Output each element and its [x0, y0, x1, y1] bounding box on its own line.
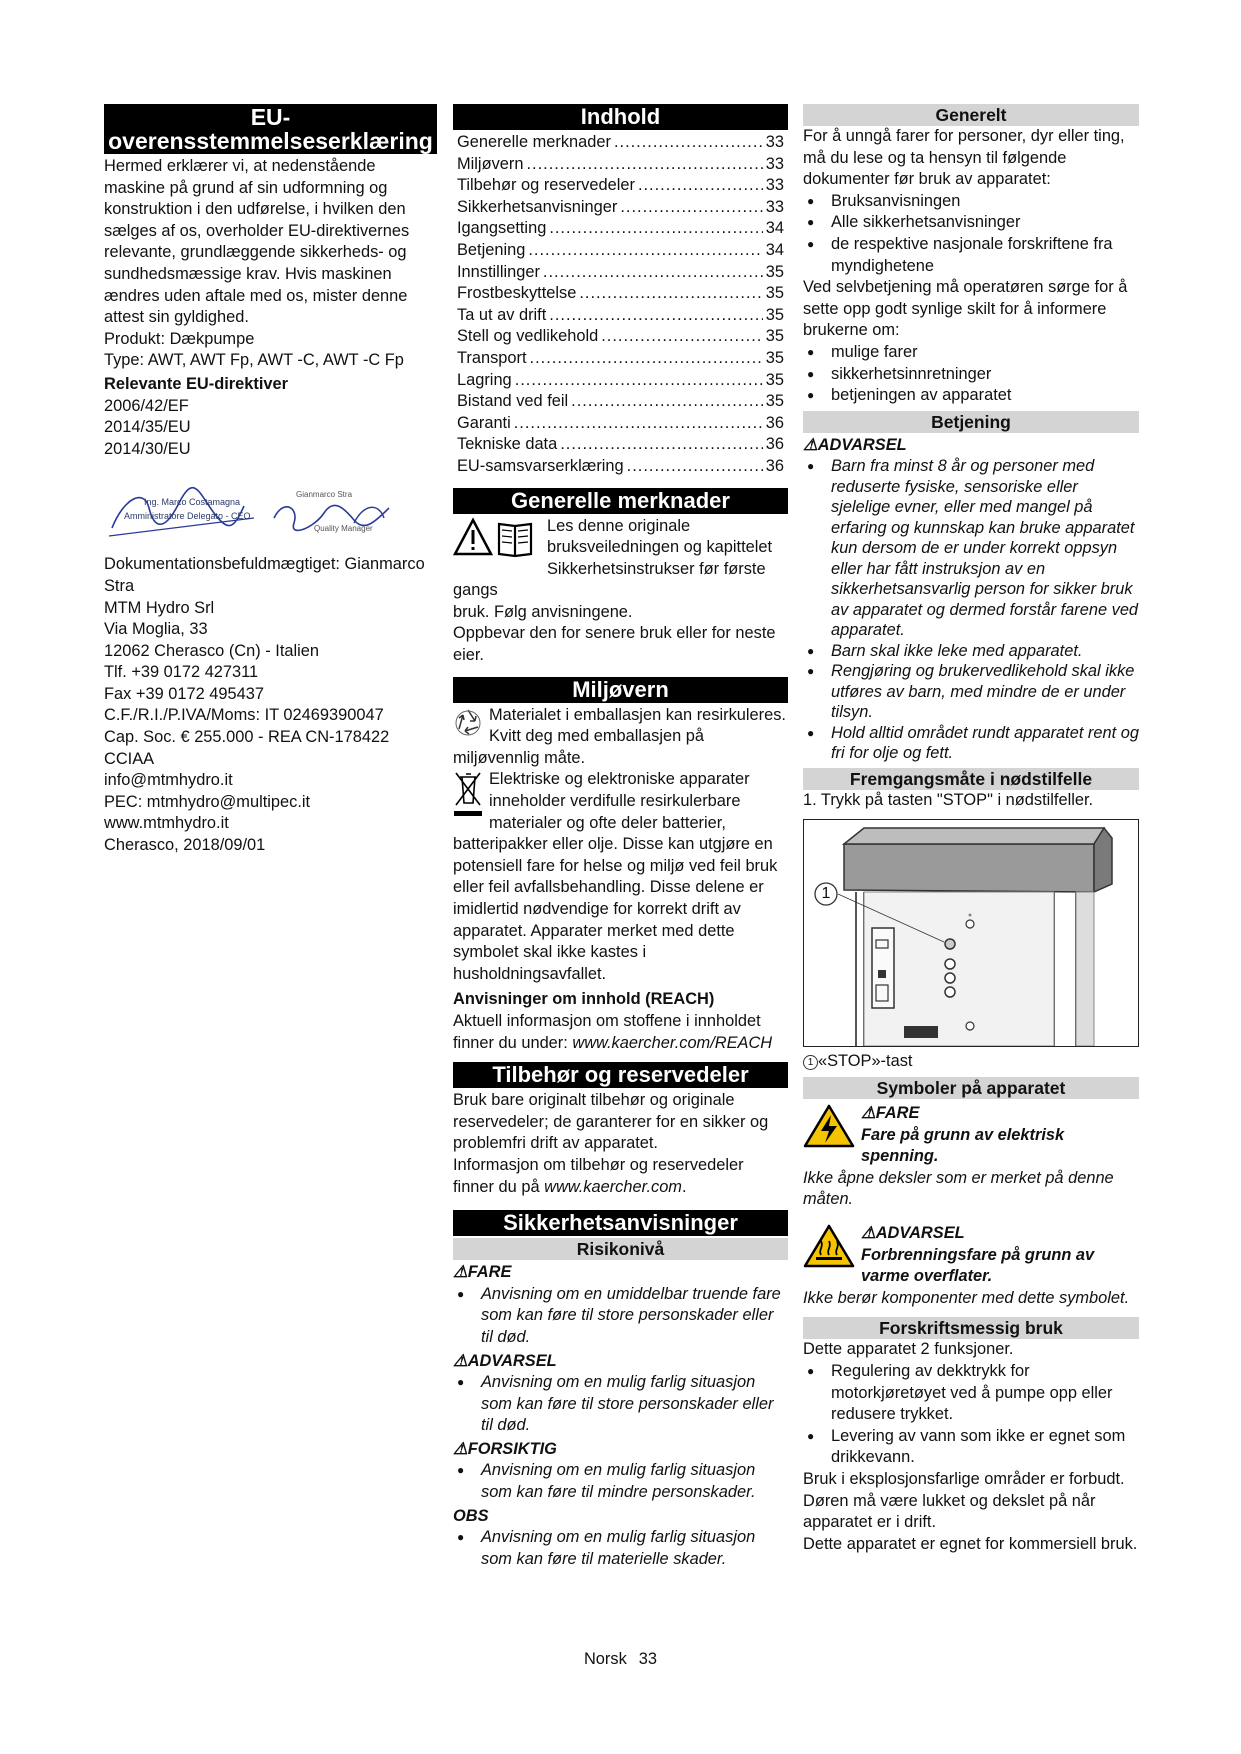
- toc-entry-page: 36: [765, 413, 784, 432]
- figure-caption: [803, 1051, 1139, 1073]
- warning-manual-icon: [453, 516, 541, 567]
- toc-entry[interactable]: [457, 262, 784, 284]
- operation-warning: ⚠ADVARSEL: [803, 435, 907, 454]
- toc-entry-page: 33: [765, 154, 784, 173]
- general-notes-title: Generelle merknader: [453, 488, 788, 514]
- toc-entry-page: 36: [765, 435, 784, 454]
- toc-entry-page: 35: [765, 327, 784, 346]
- electric-hazard-label: ⚠FARE: [861, 1104, 920, 1122]
- toc-entry[interactable]: [457, 413, 784, 435]
- risk-level-name: ⚠ADVARSEL: [453, 1351, 557, 1370]
- accessories-text: Bruk bare originalt tilbehør og originale reservedeler; de garanterer for en sikker og problemfri drift av apparatet.: [453, 1091, 769, 1153]
- toc-entry-label: Igangsetting: [457, 219, 547, 238]
- electric-hazard-icon: [803, 1103, 855, 1156]
- intended-use-text: Dette apparatet 2 funksjoner.: [803, 1340, 1014, 1359]
- operation-title: Betjening: [803, 411, 1139, 433]
- intended-use-paragraph: Døren må være lukket og dekslet på når apparatet er i drift.: [803, 1491, 1096, 1532]
- toc-entry[interactable]: [457, 218, 784, 240]
- list-item: ● de respektive nasjonale forskriftene fra myndighetene: [803, 234, 1139, 277]
- footer-page-number: 33: [638, 1650, 658, 1668]
- figure-caption-text: «STOP»-tast: [818, 1052, 913, 1071]
- toc-entry-page: 34: [765, 240, 784, 259]
- risk-level-list: [453, 1527, 788, 1570]
- toc-entry-page: 35: [765, 348, 784, 367]
- crossed-bin-icon: [453, 769, 483, 826]
- toc-entry-page: 33: [765, 197, 784, 216]
- toc-entry[interactable]: [457, 326, 784, 348]
- toc-entry[interactable]: [457, 154, 784, 176]
- stop-button-figure: [803, 819, 1139, 1047]
- toc-entry-label: Ta ut av drift: [457, 305, 547, 324]
- reach-heading: Anvisninger om innhold (REACH): [453, 990, 715, 1009]
- type-line: Type: AWT, AWT Fp, AWT -C, AWT -C Fp: [104, 351, 404, 370]
- reach-link[interactable]: www.kaercher.com/REACH: [572, 1033, 773, 1052]
- electric-hazard-text: Ikke åpne deksler som er merket på denne måten.: [803, 1168, 1114, 1209]
- toc-entry-page: 36: [765, 456, 784, 475]
- toc-entry-label: Bistand ved feil: [457, 392, 569, 411]
- list-item: ● Rengjøring og brukervedlikehold skal ikke utføres av barn, med mindre de er under tilsyn.: [803, 661, 1139, 723]
- electric-hazard-title: Fare på grunn av elektrisk spenning.: [861, 1125, 1065, 1166]
- contents-column: [453, 104, 788, 1570]
- toc-entry-page: 35: [765, 392, 784, 411]
- list-item: ● Barn fra minst 8 år og personer med reduserte fysiske, sensoriske eller sjelelige evner, eller med mangel på erfaring og kunnskap kan bruke apparatet kun dersom de er under korrekt oppsyn eller har fått instruksjon av en sikkerhetsansvarlig person for sikker bruk av apparatet og dermed forstår farene ved apparatet.: [803, 456, 1139, 641]
- toc-entry-page: 35: [765, 305, 784, 324]
- recycling-notice: [453, 705, 788, 770]
- symbols-title: Symboler på apparatet: [803, 1077, 1139, 1099]
- risk-level-name: OBS: [453, 1506, 489, 1525]
- general-notes-rest: bruk. Følg anvisningene.: [453, 602, 633, 621]
- table-of-contents: [453, 132, 788, 478]
- signer-right-role: Quality Manager: [314, 524, 373, 534]
- intended-use-paragraph: Bruk i eksplosjonsfarlige områder er forbudt.: [803, 1469, 1125, 1488]
- risk-level-name: ⚠FORSIKTIG: [453, 1439, 557, 1458]
- list-item: ● Hold alltid området rundt apparatet rent og fri for olje og fett.: [803, 723, 1139, 764]
- toc-entry[interactable]: [457, 175, 784, 197]
- toc-entry[interactable]: [457, 283, 784, 305]
- contact-line: info@mtmhydro.it: [104, 771, 233, 790]
- operation-warning-list: [803, 456, 1139, 764]
- reach-text: Aktuell informasjon om stoffene i innholdet finner du under:: [453, 1011, 761, 1052]
- directives-heading: Relevante EU-direktiver: [104, 374, 289, 393]
- general-notes-keep: Oppbevar den for senere bruk eller for neste eier.: [453, 624, 776, 665]
- contact-line: C.F./R.I./P.IVA/Moms: IT 02469390047: [104, 706, 384, 725]
- toc-entry-label: Stell og vedlikehold: [457, 327, 599, 346]
- toc-entry[interactable]: [457, 197, 784, 219]
- toc-entry-label: Garanti: [457, 413, 511, 432]
- toc-entry-page: 33: [765, 133, 784, 151]
- toc-entry-page: 35: [765, 262, 784, 281]
- contact-line: CCIAA: [104, 749, 155, 768]
- list-item: ● Alle sikkerhetsanvisninger: [803, 212, 1139, 234]
- machine-illustration: [804, 820, 1139, 1046]
- toc-entry[interactable]: [457, 456, 784, 478]
- emergency-title: Fremgangsmåte i nødstilfelle: [803, 768, 1139, 790]
- toc-title: Indhold: [453, 104, 788, 130]
- toc-entry-page: 35: [765, 370, 784, 389]
- risk-level-description: ● Anvisning om en mulig farlig situasjon som kan føre til materielle skader.: [453, 1527, 788, 1570]
- toc-entry[interactable]: [457, 305, 784, 327]
- list-item: ● betjeningen av apparatet: [803, 385, 1139, 407]
- toc-entry[interactable]: [457, 240, 784, 262]
- environment-title: Miljøvern: [453, 677, 788, 703]
- self-service-list: [803, 342, 1139, 407]
- toc-entry-label: Tekniske data: [457, 435, 558, 454]
- contact-line: Cap. Soc. € 255.000 - REA CN-178422: [104, 728, 390, 747]
- general-notes-intro: [453, 516, 788, 602]
- directive-item: 2014/30/EU: [104, 439, 191, 458]
- contact-line: 12062 Cherasco (Cn) - Italien: [104, 641, 320, 660]
- toc-entry-label: Innstillinger: [457, 262, 540, 281]
- risk-level-description: ● Anvisning om en umiddelbar truende fare som kan føre til store personskader eller til død.: [453, 1284, 788, 1349]
- list-item: ● Bruksanvisningen: [803, 191, 1139, 213]
- toc-entry[interactable]: [457, 370, 784, 392]
- risk-level-description: ● Anvisning om en mulig farlig situasjon som kan føre til store personskader eller til død.: [453, 1372, 788, 1437]
- signer-left-name: Ing. Marco Costamagna: [144, 497, 241, 508]
- reach-paragraph: [453, 1011, 788, 1054]
- contact-line: Dokumentationsbefuldmægtiget: Gianmarco Stra: [104, 555, 425, 595]
- toc-entry-page: 33: [765, 176, 784, 195]
- hot-surface-label: ⚠ADVARSEL: [861, 1223, 965, 1242]
- callout-marker-icon: 1: [803, 1055, 818, 1070]
- risk-level-title: Risikonivå: [453, 1238, 788, 1260]
- weee-notice: [453, 769, 788, 985]
- list-item: ● sikkerhetsinnretninger: [803, 364, 1139, 386]
- footer-language: Norsk: [583, 1650, 627, 1668]
- accessories-info-text: Informasjon om tilbehør og reservedeler finner du på: [453, 1155, 744, 1196]
- directive-item: 2006/42/EF: [104, 396, 189, 415]
- accessories-link[interactable]: www.kaercher.com: [544, 1177, 682, 1196]
- toc-entry-label: EU-samsvarserklæring: [457, 456, 624, 475]
- contact-line: PEC: mtmhydro@multipec.it: [104, 792, 311, 811]
- contact-line: Fax +39 0172 495437: [104, 684, 264, 703]
- contact-line: MTM Hydro Srl: [104, 598, 215, 617]
- directive-item: 2014/35/EU: [104, 418, 191, 437]
- page-footer: [0, 1650, 1241, 1669]
- intended-use-list: [803, 1361, 1139, 1469]
- declaration-intro: Hermed erklærer vi, at nedenstående maskine på grund af sin udformning og konstruktion i den udførelse, i hvilken den sælges af os, overholder EU-direktivernes relevante, grundlæggende sikkerheds- og sundhedsmæssige krav. Hvis maskinen ændres uden aftale med os, mister denne attest sin gyldighed.: [104, 157, 410, 327]
- declaration-title: [104, 104, 437, 154]
- electric-hazard-notice: [803, 1103, 1139, 1168]
- weee-text: Elektriske og elektroniske apparater inneholder verdifulle resirkulerbare materialer og ofte deler batterier, batteripakker eller olje. Disse kan utgjøre en potensiell fare for helse og miljø ved feil bruk eller feil avfallsbehandling. Disse delene er imidlertid nødvendige for korrekt drift av apparatet. Apparater merket med dette symbolet skal ikke kastes i husholdningsavfallet.: [453, 770, 778, 983]
- safety-title: Sikkerhetsanvisninger: [453, 1210, 788, 1236]
- toc-entry-page: 35: [765, 284, 784, 303]
- product-line: Produkt: Dækpumpe: [104, 329, 255, 348]
- declaration-title-line2: overensstemmelseserklæring: [108, 128, 433, 154]
- general-text: For å unngå farer for personer, dyr eller ting, må du lese og ta hensyn til følgende dokumenter før bruk av apparatet:: [803, 127, 1125, 189]
- self-service-text: Ved selvbetjening må operatøren sørge for å sette opp godt synlige skilt for å informere brukerne om:: [803, 278, 1128, 340]
- emergency-step: 1. Trykk på tasten "STOP" i nødstilfeller.: [803, 790, 1094, 809]
- toc-entry-label: Frostbeskyttelse: [457, 284, 577, 303]
- accessories-title: Tilbehør og reservedeler: [453, 1062, 788, 1088]
- hot-surface-title: Forbrenningsfare på grunn av varme overflater.: [861, 1245, 1095, 1286]
- declaration-column: [104, 104, 437, 857]
- toc-entry-label: Transport: [457, 348, 527, 367]
- recycling-icon: [453, 705, 483, 746]
- general-notes-text: Les denne originale bruksveiledningen og kapittelet Sikkerhetsinstrukser før første gangs: [453, 516, 773, 600]
- risk-level-list: [453, 1460, 788, 1503]
- recycling-text: Materialet i emballasjen kan resirkuleres. Kvitt deg med emballasjen på miljøvennlig måte.: [453, 705, 786, 767]
- safety-column: [803, 104, 1139, 1555]
- hot-surface-text: Ikke berør komponenter med dette symbolet.: [803, 1288, 1130, 1307]
- contact-line: Cherasco, 2018/09/01: [104, 836, 266, 855]
- list-item: ● Regulering av dekktrykk for motorkjøretøyet ved å pumpe opp eller redusere trykket.: [803, 1361, 1139, 1426]
- general-documents-list: [803, 191, 1139, 277]
- intended-use-title: Forskriftsmessig bruk: [803, 1317, 1139, 1339]
- toc-entry-label: Lagring: [457, 370, 512, 389]
- list-item: ● Barn skal ikke leke med apparatet.: [803, 641, 1139, 662]
- risk-level-name: ⚠FARE: [453, 1263, 512, 1282]
- hot-surface-icon: [803, 1223, 855, 1276]
- toc-entry-label: Betjening: [457, 240, 526, 259]
- risk-level-description: ● Anvisning om en mulig farlig situasjon som kan føre til mindre personskader.: [453, 1460, 788, 1503]
- signer-left-role: Amministratore Delegato - CEO: [124, 511, 251, 522]
- contact-line: Tlf. +39 0172 427311: [104, 663, 259, 682]
- hot-surface-notice: [803, 1223, 1139, 1288]
- contact-line: www.mtmhydro.it: [104, 814, 229, 833]
- toc-entry-label: Tilbehør og reservedeler: [457, 176, 635, 195]
- toc-entry[interactable]: [457, 391, 784, 413]
- contact-line: Via Moglia, 33: [104, 620, 208, 639]
- declaration-title-line1: EU-: [250, 104, 291, 130]
- signature-block: [104, 478, 437, 544]
- accessories-info: Informasjon om tilbehør og reservedeler finner du på www.kaercher.com.: [453, 1155, 744, 1196]
- toc-entry[interactable]: [457, 348, 784, 370]
- intended-use-paragraph: Dette apparatet er egnet for kommersiell bruk.: [803, 1534, 1138, 1553]
- toc-entry-label: Sikkerhetsanvisninger: [457, 197, 618, 216]
- list-item: ● mulige farer: [803, 342, 1139, 364]
- list-item: ● Levering av vann som ikke er egnet som drikkevann.: [803, 1426, 1139, 1469]
- risk-level-list: [453, 1372, 788, 1437]
- figure-callout: 1: [821, 885, 831, 903]
- toc-entry-label: Miljøvern: [457, 154, 524, 173]
- general-title: Generelt: [803, 104, 1139, 126]
- toc-entry[interactable]: [457, 132, 784, 154]
- toc-entry[interactable]: [457, 434, 784, 456]
- signer-right-name: Gianmarco Stra: [296, 490, 353, 500]
- risk-level-list: [453, 1284, 788, 1349]
- toc-entry-page: 34: [765, 219, 784, 238]
- toc-entry-label: Generelle merknader: [457, 133, 611, 151]
